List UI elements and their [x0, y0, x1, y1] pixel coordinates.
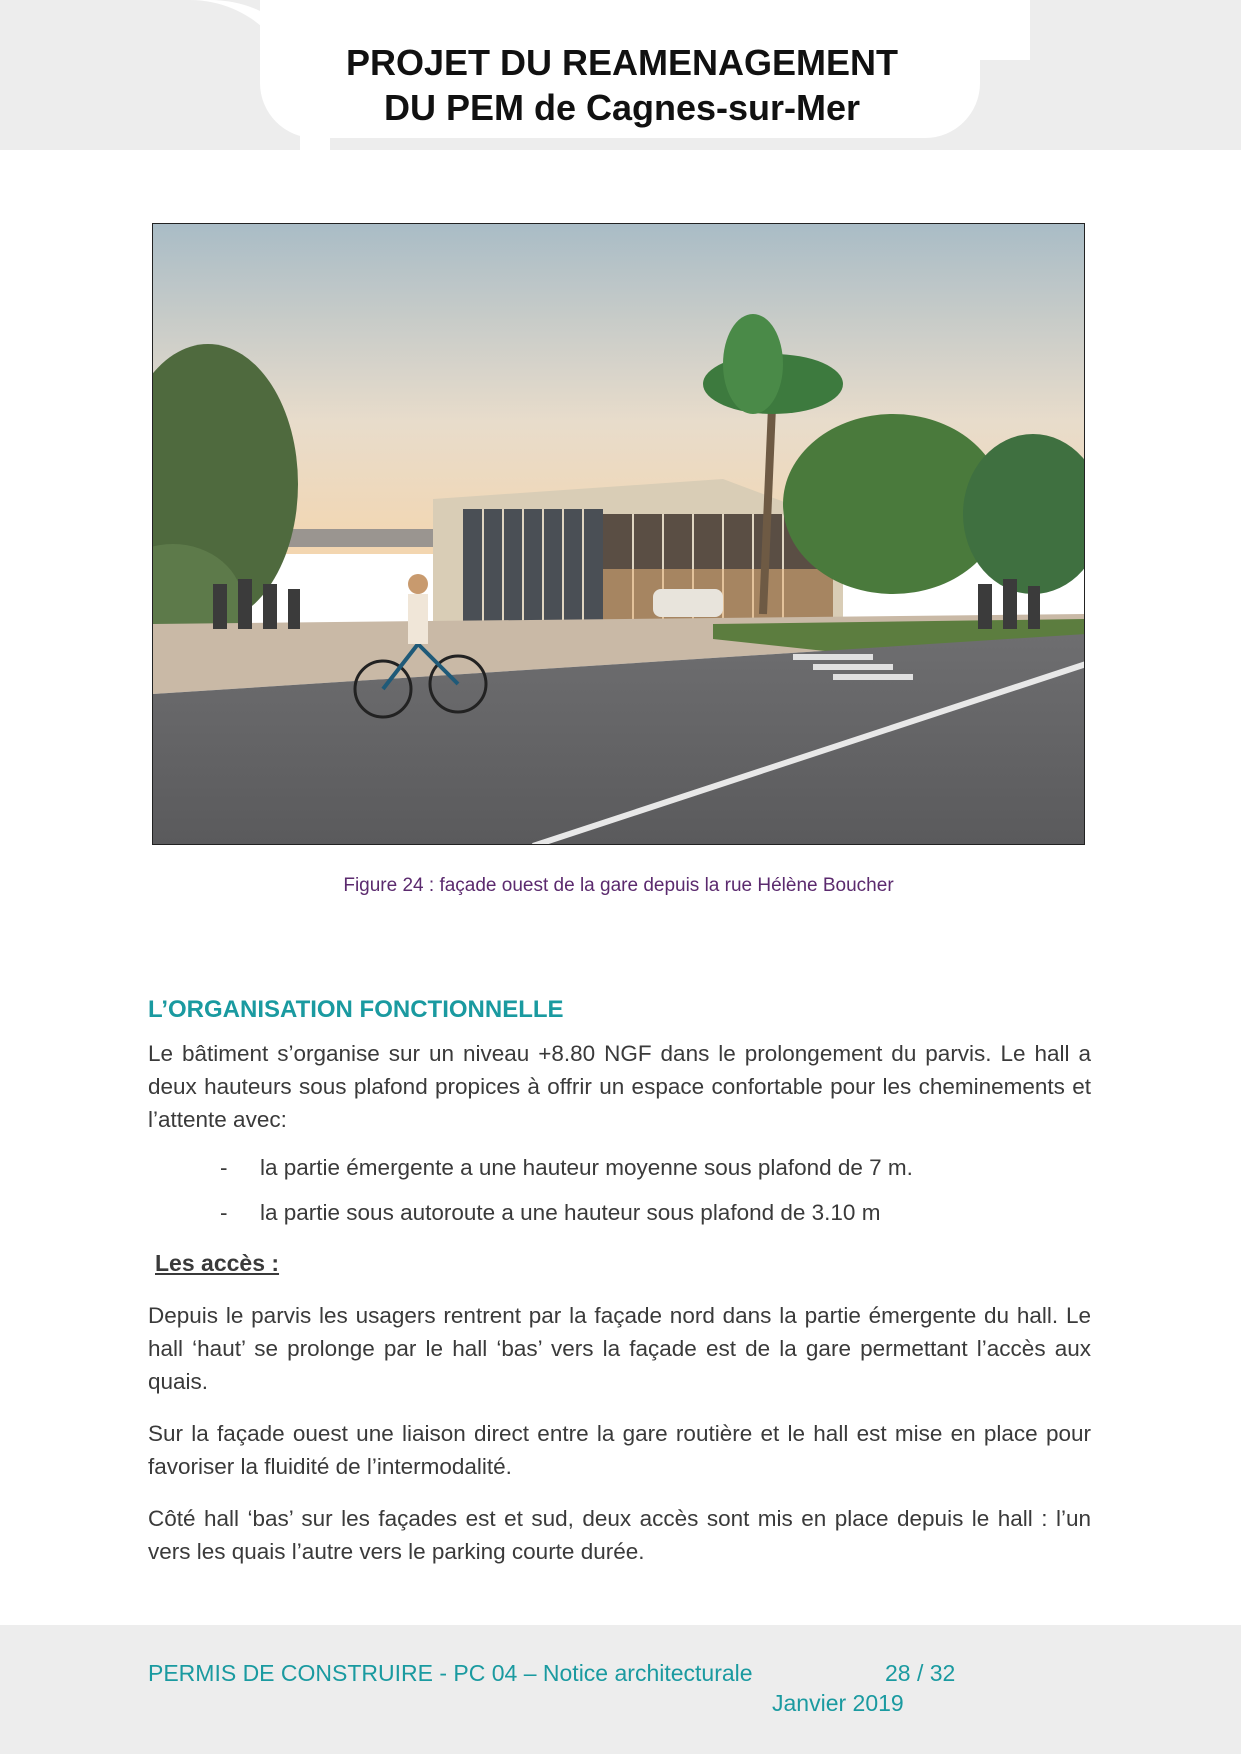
car: [653, 589, 723, 617]
page-title-line2: DU PEM de Cagnes-sur-Mer: [383, 87, 861, 128]
footer-band: [0, 1625, 1241, 1754]
access-paragraph-1: Depuis le parvis les usagers rentrent par la façade nord dans la partie émergente du hall. Le hall ‘haut’ se prolonge par le hall ‘bas’ vers la façade est de la gare permettant l’accès aux quais.: [148, 1303, 1091, 1394]
figure-caption: Figure 24 : façade ouest de la gare depuis la rue Hélène Boucher: [343, 875, 894, 896]
section-title: L’ORGANISATION FONCTIONNELLE: [148, 996, 564, 1023]
access-title: Les accès :: [155, 1250, 280, 1276]
access-paragraph-2: Sur la façade ouest une liaison direct entre la gare routière et le hall est mise en place pour favoriser la fluidité de l’intermodalité.: [148, 1421, 1091, 1479]
page-title: [272, 40, 972, 130]
list-dash: -: [220, 1200, 228, 1225]
list-item-text: la partie émergente a une hauteur moyenne sous plafond de 7 m.: [260, 1155, 913, 1180]
page-number: 28 / 32: [885, 1660, 956, 1686]
footer-label: PERMIS DE CONSTRUIRE - PC 04 – Notice architecturale: [148, 1660, 753, 1686]
list-item-text: la partie sous autoroute a une hauteur sous plafond de 3.10 m: [260, 1200, 881, 1225]
list-item: [220, 1151, 1090, 1184]
list-item: [220, 1196, 1090, 1229]
pedestrians-right: [978, 579, 1040, 629]
station-rendering: [152, 223, 1085, 845]
access-paragraph-3: Côté hall ‘bas’ sur les façades est et sud, deux accès sont mis en place depuis le hall : l’un vers les quais l’autre vers le parking courte durée.: [148, 1506, 1091, 1564]
station-rendering-svg: [153, 224, 1085, 845]
list-dash: -: [220, 1155, 228, 1180]
page-title-line1: PROJET DU REAMENAGEMENT: [345, 42, 899, 83]
intro-paragraph: Le bâtiment s’organise sur un niveau +8.80 NGF dans le prolongement du parvis. Le hall a deux hauteurs sous plafond propices à offrir un espace confortable pour les cheminements et l’attente avec:: [148, 1041, 1091, 1132]
footer-date: Janvier 2019: [772, 1690, 904, 1716]
header-shape-left-fill: [0, 0, 300, 150]
